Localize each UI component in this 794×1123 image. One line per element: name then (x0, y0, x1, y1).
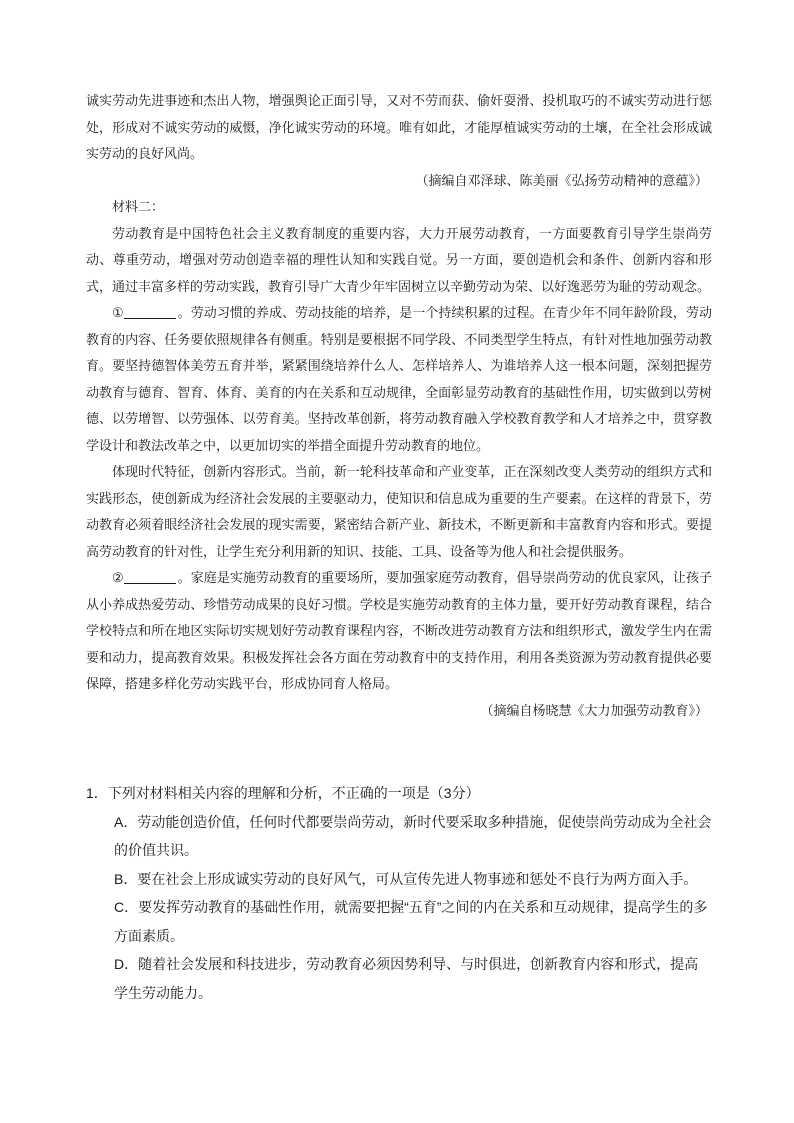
material-2-paragraph-2 (86, 301, 712, 460)
fill-blank-2 (124, 569, 176, 584)
material-2-heading: 材料二： (112, 200, 165, 215)
material-2-paragraph-4-text: 。家庭是实施劳动教育的重要场所，要加强家庭劳动教育，倡导崇尚劳动的优良家风，让孩子从小养成热爱劳动、珍惜劳动成果的良好习惯。学校是实施劳动教育的主体力量，要开好劳动教育课程，结合学校特点和所在地区实际切实规划好劳动教育课程内容，不断改进劳动教育方法和组织形式，激发学生内在需要和动力，提高教育效果。积极发挥社会各方面在劳动教育中的支持作用，利用各类资源为劳动教育提供必要保障，搭建多样化劳动实践平台，形成协同育人格局。 (86, 571, 712, 692)
option-b[interactable]: B．要在社会上形成诚实劳动的良好风气，可从宣传先进人物事迹和惩处不良行为两方面入手。 (114, 870, 698, 887)
question-1 (86, 779, 712, 1007)
blank-1-marker: ① (112, 306, 124, 321)
blank-2-marker: ② (112, 571, 124, 586)
option-a[interactable]: A．劳动能创造价值，任何时代都要崇尚劳动，新时代要采取多种措施，促使崇尚劳动成为全社会的价值共识。 (114, 813, 712, 858)
option-d[interactable]: D．随着社会发展和科技进步，劳动教育必须因势利导、与时俱进，创新教育内容和形式，提高学生劳动能力。 (114, 956, 699, 1001)
material-2-paragraph-4 (86, 566, 712, 699)
source-citation-1: （摘编自邓泽球、陈美丽《弘扬劳动精神的意蕴》） (415, 173, 708, 189)
source-citation-2: （摘编自杨晓慧《大力加强劳动教育》） (480, 703, 708, 719)
material-2-paragraph-3: 体现时代特征，创新内容形式。当前，新一轮科技革命和产业变革，正在深刻改变人类劳动的组织方式和实践形态，使创新成为经济社会发展的主要驱动力，使知识和信息成为重要的生产要素。在这样的背景下，劳动教育必须着眼经济社会发展的现实需要，紧密结合新产业、新技术，不断更新和丰富教育内容和形式。要提高劳动教育的针对性，让学生充分利用新的知识、技能、工具、设备等为他人和社会提供服务。 (86, 465, 712, 560)
question-stem: 1．下列对材料相关内容的理解和分析，不正确的一项是（3分） (86, 785, 480, 801)
passage-paragraph-continued: 诚实劳动先进事迹和杰出人物，增强舆论正面引导，又对不劳而获、偷奸耍滑、投机取巧的不诚实劳动进行惩处，形成对不诚实劳动的威慑，净化诚实劳动的环境。唯有如此，才能厚植诚实劳动的土壤，在全社会形成诚实劳动的良好风尚。 (86, 94, 712, 162)
reading-passage (86, 89, 712, 725)
material-2-paragraph-1: 劳动教育是中国特色社会主义教育制度的重要内容，大力开展劳动教育，一方面要教育引导学生崇尚劳动、尊重劳动，增强对劳动创造幸福的理性认知和实践自觉。另一方面，要创造机会和条件、创新内容和形式，通过丰富多样的劳动实践，教育引导广大青少年牢固树立以辛勤劳动为荣、以好逸恶劳为耻的劳动观念。 (86, 226, 712, 295)
option-c[interactable]: C．要发挥劳动教育的基础性作用，就需要把握“五育”之间的内在关系和互动规律，提高学生的多方面素质。 (114, 899, 708, 944)
fill-blank-1 (124, 304, 176, 319)
material-2-paragraph-2-text: 。劳动习惯的养成、劳动技能的培养，是一个持续积累的过程。在青少年不同年龄阶段，劳动教育的内容、任务要依照规律各有侧重。特别是要根据不同学段、不同类型学生特点，有针对性地加强劳动教育。要坚持德智体美劳五育并举，紧紧围绕培养什么人、怎样培养人、为谁培养人这一根本问题，深刻把握劳动教育与德育、智育、体育、美育的内在关系和互动规律，全面彰显劳动教育的基础性作用，切实做到以劳树德、以劳增智、以劳强体、以劳育美。坚持改革创新，将劳动教育融入学校教育教学和人才培养之中，贯穿教学设计和教法改革之中，以更加切实的举措全面提升劳动教育的地位。 (86, 306, 712, 454)
